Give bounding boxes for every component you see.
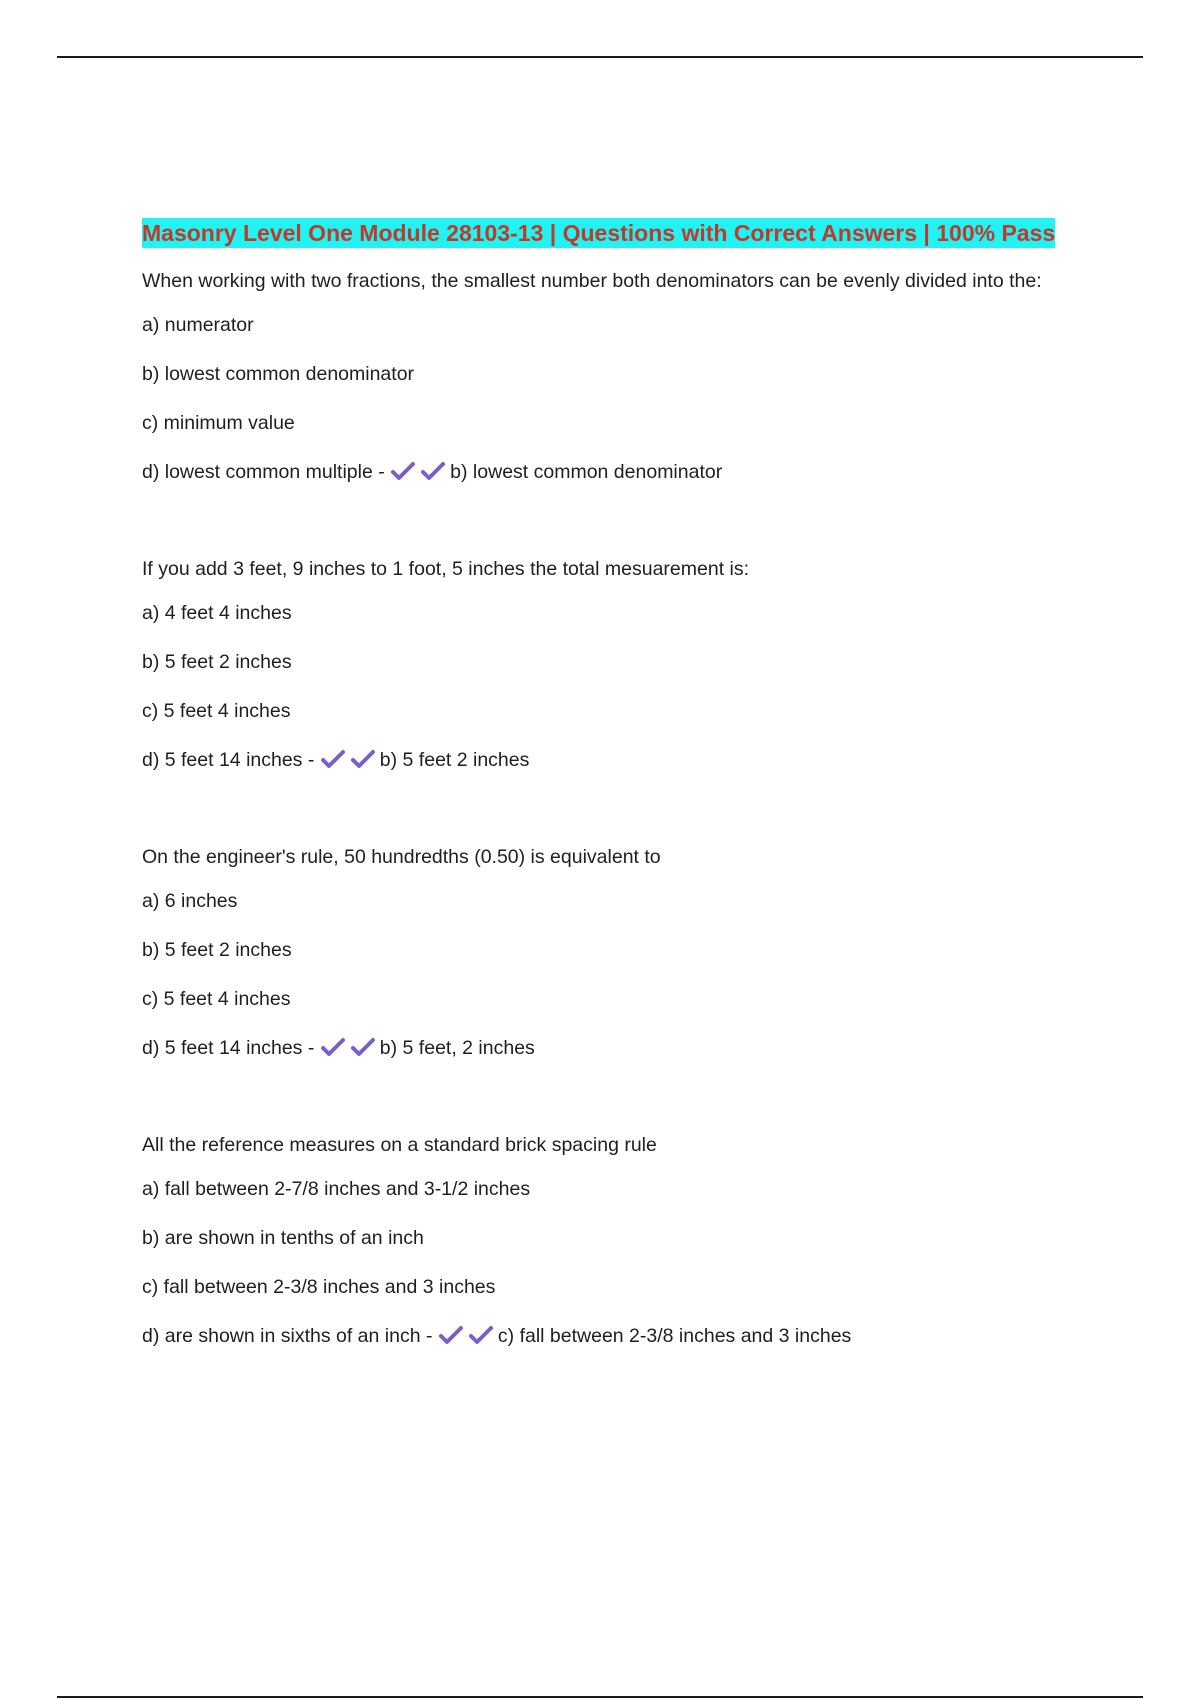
answer-option: c) 5 feet 4 inches [142,700,291,722]
question-text: If you add 3 feet, 9 inches to 1 foot, 5 inches the total mesuarement is: [142,558,750,580]
document-body [142,214,1062,1417]
question-list [142,265,1062,1349]
answer-option: d) 5 feet 14 inches - [142,1037,315,1059]
answer-option: d) lowest common multiple - [142,461,385,483]
answer-option: b) lowest common denominator [142,363,415,385]
title-highlight: Masonry Level One Module 28103-13 | Questions with Correct Answers | 100% Pass [142,220,1056,246]
correct-answer: b) lowest common denominator [450,461,723,483]
answer-option: c) 5 feet 4 inches [142,988,291,1010]
correct-answer: b) 5 feet 2 inches [379,749,530,771]
question-text: All the reference measures on a standard brick spacing rule [142,1134,657,1156]
answer-option-with-key [142,459,1062,485]
correct-answer: c) fall between 2-3/8 inches and 3 inches [497,1325,852,1347]
answer-option: b) 5 feet 2 inches [142,651,292,673]
answer-option: c) minimum value [142,412,295,434]
checkmark-icon [350,749,376,769]
question-block [142,1129,1062,1349]
checkmark-icon [320,1037,346,1057]
checkmark-icon [468,1325,494,1345]
question-block [142,553,1062,773]
checkmark-icon [438,1325,464,1345]
correct-answer: b) 5 feet, 2 inches [379,1037,535,1059]
answer-option: a) 4 feet 4 inches [142,602,292,624]
checkmark-icon [350,1037,376,1057]
checkmark-icon [320,749,346,769]
answer-option-with-key [142,1323,1062,1349]
document-title [142,214,1062,253]
footer-rule [57,1696,1143,1698]
question-block [142,841,1062,1061]
answer-option: a) numerator [142,314,254,336]
answer-option: d) 5 feet 14 inches - [142,749,315,771]
checkmark-icon [390,461,416,481]
question-block [142,265,1062,485]
header-rule [57,56,1143,58]
answer-option-with-key [142,747,1062,773]
question-text: When working with two fractions, the smallest number both denominators can be evenly divided into the: [142,270,1042,292]
answer-option: a) fall between 2-7/8 inches and 3-1/2 inches [142,1178,531,1200]
checkmark-icon [420,461,446,481]
answer-option: d) are shown in sixths of an inch - [142,1325,433,1347]
question-text: On the engineer's rule, 50 hundredths (0.50) is equivalent to [142,846,661,868]
answer-option: a) 6 inches [142,890,238,912]
answer-option: b) 5 feet 2 inches [142,939,292,961]
answer-option: c) fall between 2-3/8 inches and 3 inches [142,1276,496,1298]
answer-option-with-key [142,1035,1062,1061]
answer-option: b) are shown in tenths of an inch [142,1227,424,1249]
